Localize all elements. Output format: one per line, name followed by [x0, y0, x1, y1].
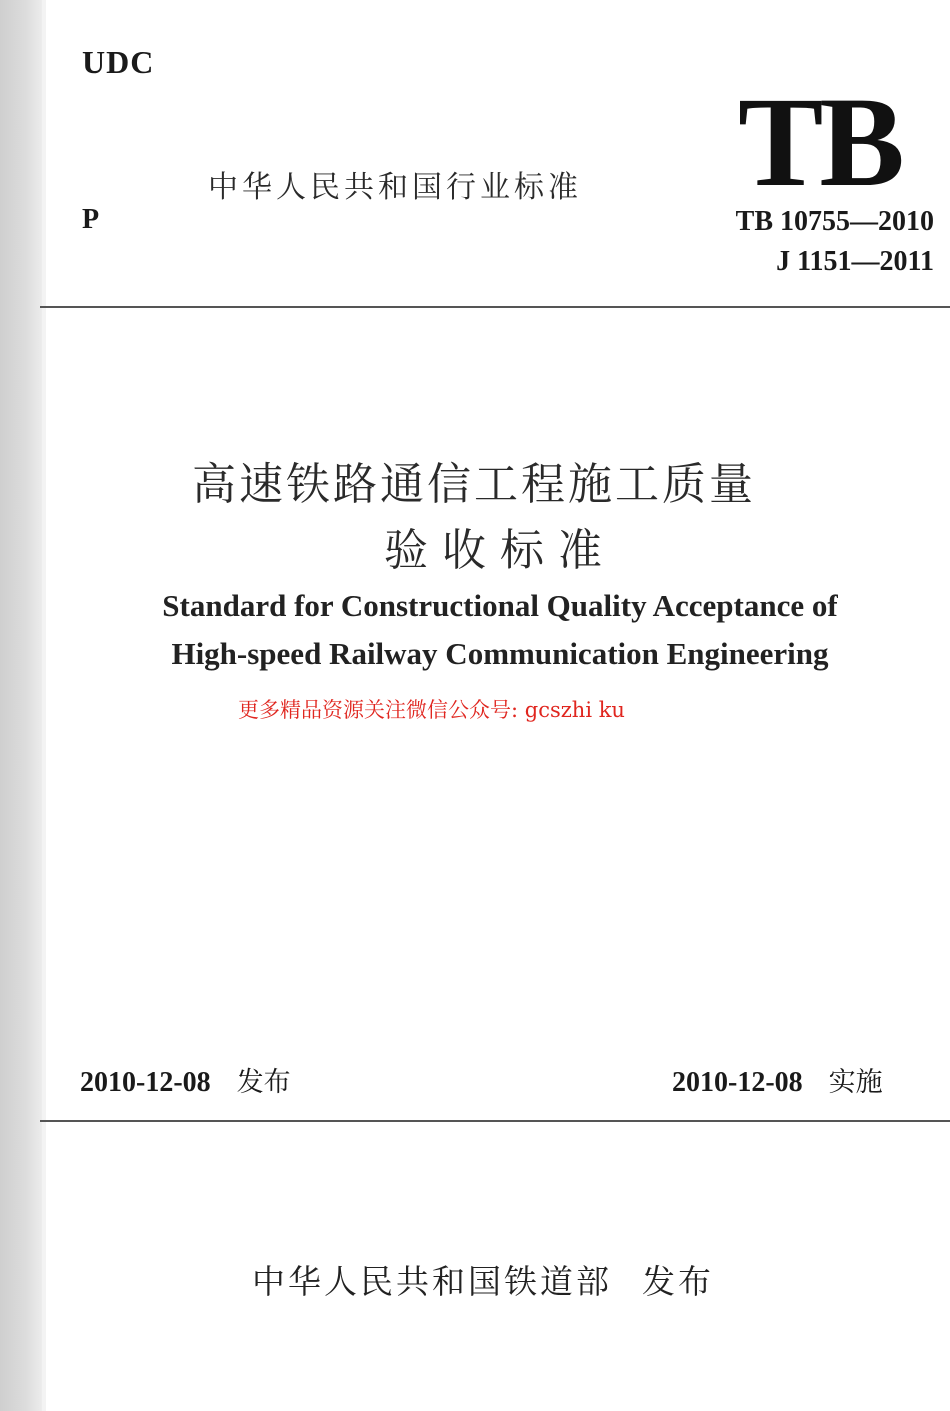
title-cn-line1: 高速铁路通信工程施工质量 [192, 459, 756, 510]
standard-number: TB 10755—2010 [735, 206, 934, 237]
tb-logo: TB [738, 71, 901, 213]
scan-edge-shadow [0, 0, 42, 1411]
implementation-label: 实施 [828, 1067, 883, 1098]
issue-date: 2010-12-08 [80, 1067, 211, 1098]
title-en-line1: Standard for Constructional Quality Acceptance of [162, 588, 838, 623]
standard-type: 中华人民共和国行业标准 [208, 170, 582, 205]
issue-label: 发布 [236, 1067, 291, 1098]
publisher-block [252, 1256, 714, 1303]
implementation-date-block [672, 1060, 883, 1099]
scan-edge-highlight [42, 0, 46, 1411]
classification-code: P [82, 204, 100, 235]
implementation-date: 2010-12-08 [672, 1067, 803, 1098]
filing-number: J 1151—2011 [776, 246, 934, 277]
publisher-verb: 发布 [642, 1262, 714, 1301]
publisher-name: 中华人民共和国铁道部 [252, 1262, 612, 1301]
bottom-divider [40, 1120, 950, 1122]
title-en-line2: High-speed Railway Communication Engineering [171, 636, 829, 671]
top-divider [40, 306, 950, 308]
udc-label: UDC [82, 44, 155, 80]
watermark-text: 更多精品资源关注微信公众号: gcszhi ku [238, 698, 625, 722]
issue-date-block [80, 1060, 291, 1099]
title-cn-line2: 验收标准 [384, 525, 616, 576]
